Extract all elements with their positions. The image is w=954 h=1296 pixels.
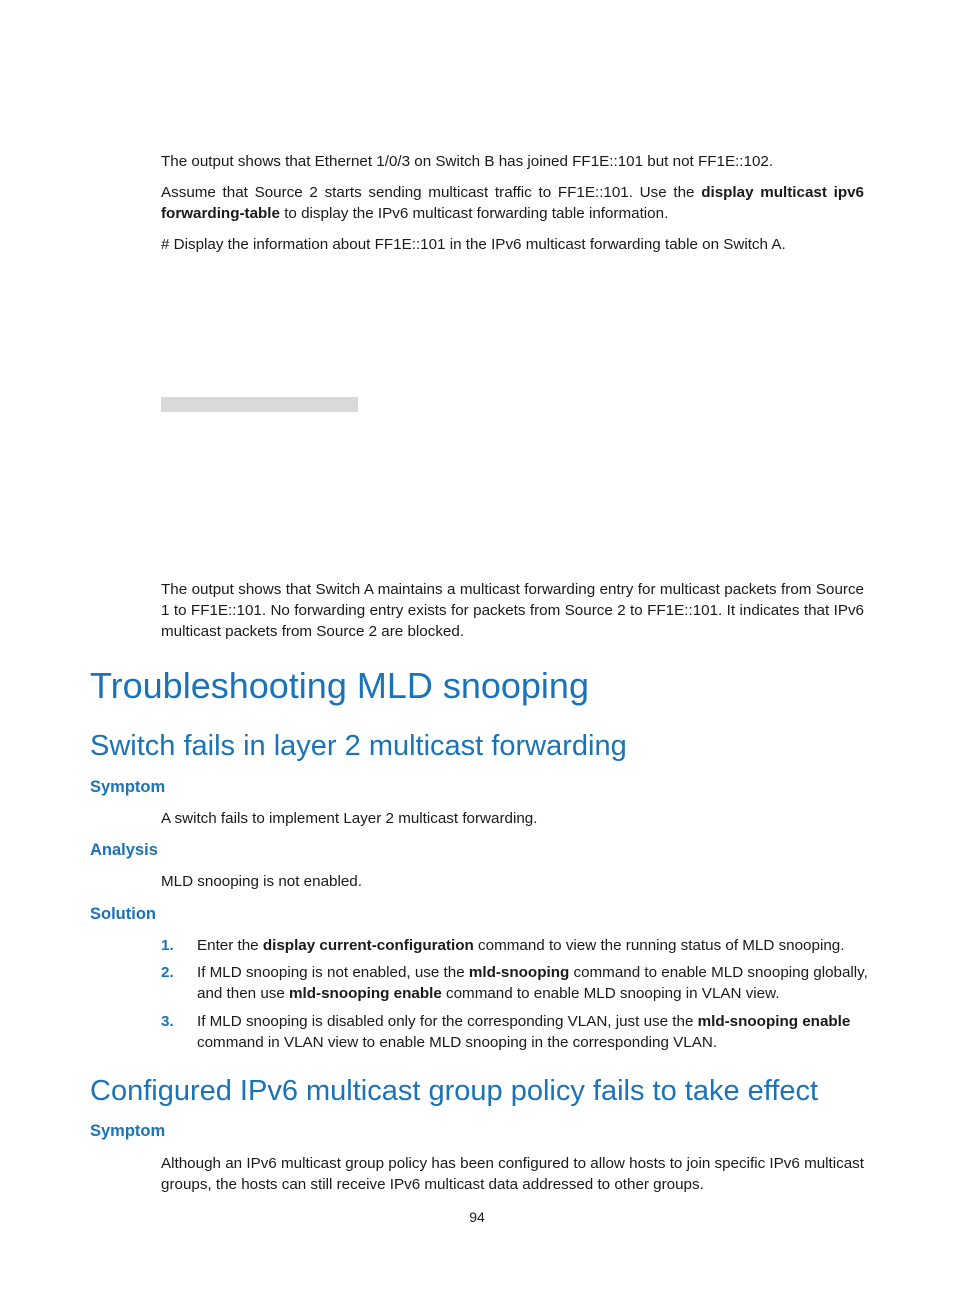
- step-2-command: mld-snooping: [468, 964, 570, 981]
- solution-step-3-text: [197, 1011, 871, 1053]
- section-1-solution-heading: Solution: [90, 905, 156, 923]
- intro-paragraph-3: # Display the information about FF1E::101 in the IPv6 multicast forwarding table on Switch A.: [161, 236, 786, 253]
- page-number: 94: [469, 1209, 485, 1225]
- section-2-symptom-heading: Symptom: [90, 1122, 166, 1140]
- section-1-analysis-heading: Analysis: [90, 841, 158, 859]
- step-2-before: If MLD snooping is not enabled, use the: [197, 964, 469, 981]
- step-1-command: display current-configuration: [262, 937, 474, 954]
- section-2-symptom-text: Although an IPv6 multicast group policy has been configured to allow hosts to join specific IPv6 multicast groups, the hosts can still receive IPv6 multicast data addressed to other groups.: [161, 1155, 864, 1193]
- solution-step-3-number: 3.: [161, 1013, 174, 1030]
- solution-step-2-text: [197, 962, 871, 1004]
- section-2-title: Configured IPv6 multicast group policy fails to take effect: [90, 1075, 819, 1107]
- intro-paragraph-2: [161, 182, 864, 224]
- redacted-output-bar: [161, 397, 358, 412]
- solution-step-1-number: 1.: [161, 937, 174, 954]
- step-1-after: command to view the running status of MLD snooping.: [473, 937, 845, 954]
- step-2-command-2: mld-snooping enable: [289, 985, 442, 1002]
- chapter-title: Troubleshooting MLD snooping: [90, 665, 589, 706]
- solution-step-2-number: 2.: [161, 964, 174, 981]
- step-2-after: command to enable MLD snooping in VLAN view.: [441, 985, 780, 1002]
- section-1-analysis-text: MLD snooping is not enabled.: [161, 873, 362, 890]
- section-1-symptom-heading: Symptom: [90, 778, 166, 796]
- step-2-middle: command to enable MLD snooping globally, and then use: [197, 964, 868, 1002]
- section-1-title: Switch fails in layer 2 multicast forwarding: [90, 730, 627, 762]
- step-1-before: Enter the: [197, 937, 263, 954]
- step-3-before: If MLD snooping is disabled only for the corresponding VLAN, just use the: [197, 1013, 698, 1030]
- intro-p2-text-before: Assume that Source 2 starts sending multicast traffic to FF1E::101. Use the: [161, 184, 702, 201]
- intro-paragraph-1: The output shows that Ethernet 1/0/3 on Switch B has joined FF1E::101 but not FF1E::102.: [161, 153, 774, 170]
- intro-paragraph-4: The output shows that Switch A maintains a multicast forwarding entry for multicast packets from Source 1 to FF1E::101. No forwarding entry exists for packets from Source 2 to FF1E::101. It indicates that IPv6 multicast packets from Source 2 are blocked.: [161, 581, 864, 640]
- section-1-symptom-text: A switch fails to implement Layer 2 multicast forwarding.: [161, 810, 538, 827]
- step-3-after: command in VLAN view to enable MLD snooping in the corresponding VLAN.: [197, 1034, 718, 1051]
- intro-p2-command: display multicast ipv6 forwarding-table: [161, 184, 865, 222]
- solution-step-1-text: [197, 935, 871, 956]
- intro-p2-text-after: to display the IPv6 multicast forwarding table information.: [279, 205, 669, 222]
- step-3-command: mld-snooping enable: [697, 1013, 851, 1030]
